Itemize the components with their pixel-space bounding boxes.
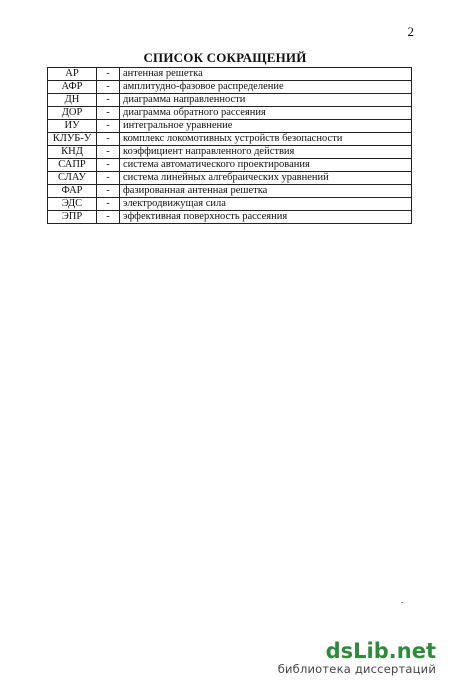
description-cell: антенная решетка (120, 68, 412, 81)
abbreviation-cell: ДН (48, 94, 97, 107)
table-row (48, 211, 412, 224)
description-cell: фазированная антенная решетка (120, 185, 412, 198)
abbreviation-cell: ЭПР (48, 211, 97, 224)
abbreviations-table (47, 67, 412, 224)
dash-cell: - (97, 185, 120, 198)
dash-cell: - (97, 94, 120, 107)
abbreviation-cell: ЭДС (48, 198, 97, 211)
abbreviation-cell: АР (48, 68, 97, 81)
page-title: СПИСОК СОКРАЩЕНИЙ (143, 50, 307, 65)
table-row (48, 159, 412, 172)
description-cell: комплекс локомотивных устройств безопасности (120, 133, 412, 146)
description-cell: интегральное уравнение (120, 120, 412, 133)
description-cell: диаграмма направленности (120, 94, 412, 107)
abbreviation-cell: АФР (48, 81, 97, 94)
dash-cell: - (97, 81, 120, 94)
abbreviation-cell: КЛУБ-У (48, 133, 97, 146)
table-row (48, 94, 412, 107)
table-row (48, 172, 412, 185)
watermark[interactable] (278, 640, 436, 676)
dash-cell: - (97, 133, 120, 146)
dash-cell: - (97, 211, 120, 224)
description-cell: система линейных алгебраических уравнений (120, 172, 412, 185)
abbreviation-cell: САПР (48, 159, 97, 172)
dash-cell: - (97, 107, 120, 120)
description-cell: амплитудно-фазовое распределение (120, 81, 412, 94)
scan-speck (401, 602, 403, 603)
table-row (48, 81, 412, 94)
watermark-subtitle: библиотека диссертаций (277, 662, 436, 676)
description-cell: система автоматического проектирования (120, 159, 412, 172)
table-row (48, 185, 412, 198)
description-cell: диаграмма обратного рассеяния (120, 107, 412, 120)
abbreviation-cell: СЛАУ (48, 172, 97, 185)
abbreviation-cell: ИУ (48, 120, 97, 133)
description-cell: электродвижущая сила (120, 198, 412, 211)
dash-cell: - (97, 120, 120, 133)
dash-cell: - (97, 172, 120, 185)
abbreviation-cell: ФАР (48, 185, 97, 198)
dash-cell: - (97, 68, 120, 81)
dash-cell: - (97, 159, 120, 172)
table-row (48, 133, 412, 146)
description-cell: эффективная поверхность рассеяния (120, 211, 412, 224)
abbreviations-table-body (48, 68, 412, 224)
table-row (48, 120, 412, 133)
table-row (48, 198, 412, 211)
table-row (48, 68, 412, 81)
dash-cell: - (97, 198, 120, 211)
page-number: 2 (407, 24, 414, 39)
dash-cell: - (97, 146, 120, 159)
abbreviation-cell: ДОР (48, 107, 97, 120)
abbreviation-cell: КНД (48, 146, 97, 159)
description-cell: коэффициент направленного действия (120, 146, 412, 159)
table-row (48, 146, 412, 159)
table-row (48, 107, 412, 120)
watermark-logo[interactable]: dsLib.net (325, 639, 436, 663)
